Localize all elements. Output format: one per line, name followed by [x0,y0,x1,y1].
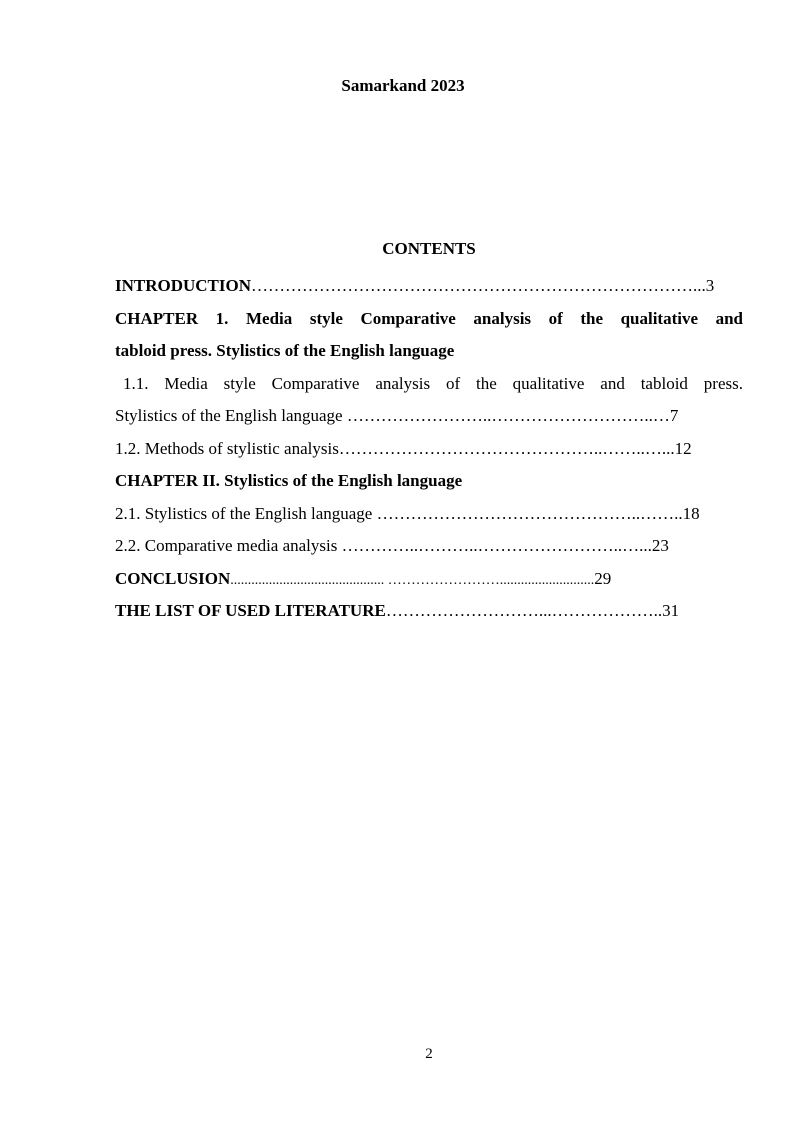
toc-entry-label: CONCLUSION [115,568,231,588]
toc-page-number: 18 [682,503,700,523]
toc-leader: ……………………..………………………..… [346,406,670,425]
toc-entry-1-1-continued[interactable] [115,400,743,433]
toc-leader: ………………………………………..……..…... [338,438,675,458]
footer-page-number: 2 [425,1046,433,1062]
toc-entry-chapter-2[interactable] [115,465,743,498]
toc-entry-label: 2.1. Stylistics of the English language [115,503,377,523]
toc-entry-introduction[interactable] [115,270,743,303]
toc-entry-label: CHAPTER 1. Media style Comparative analysis of the qualitative and [115,308,743,328]
toc-entry-label-continued: Stylistics of the English language [115,406,347,425]
toc-leader: ............................................ ……………………........................... [230,572,595,588]
toc-page-number: 3 [705,276,715,295]
toc-page-number: 7 [669,406,679,425]
toc-entry-chapter-1-continued[interactable] [115,335,743,368]
toc-leader: ………………………………………..…….. [376,503,683,523]
toc-entry-label: 1.1. Media style Comparative analysis of the qualitative and tabloid press. [123,373,743,393]
toc-entry-chapter-1[interactable] [115,303,743,336]
city-year-heading: Samarkand 2023 [341,76,465,95]
table-of-contents [115,270,743,628]
toc-entry-2-1[interactable] [115,498,743,531]
contents-title: CONTENTS [382,239,476,258]
toc-entry-label-continued: tabloid press. Stylistics of the English language [115,341,455,360]
toc-entry-label: THE LIST OF USED LITERATURE [115,601,386,620]
toc-entry-1-1[interactable] [115,368,743,401]
toc-leader: ……………………………………………………………………... [251,276,706,295]
toc-page-number: 31 [662,601,680,620]
toc-entry-1-2[interactable] [115,433,743,466]
toc-entry-literature[interactable] [115,595,743,628]
toc-page-number: 12 [674,438,692,458]
toc-entry-conclusion[interactable] [115,563,743,596]
toc-leader: ………………………...……………….. [385,601,663,620]
toc-entry-label: CHAPTER II. Stylistics of the English language [115,471,463,490]
toc-entry-label: 2.2. Comparative media analysis [115,536,342,555]
toc-page-number: 29 [594,568,612,588]
toc-page-number: 23 [651,536,669,555]
toc-leader: …………..………..……………………..…... [341,536,652,555]
toc-entry-label: 1.2. Methods of stylistic analysis [115,438,339,458]
toc-entry-label: INTRODUCTION [115,276,252,295]
toc-entry-2-2[interactable] [115,530,743,563]
